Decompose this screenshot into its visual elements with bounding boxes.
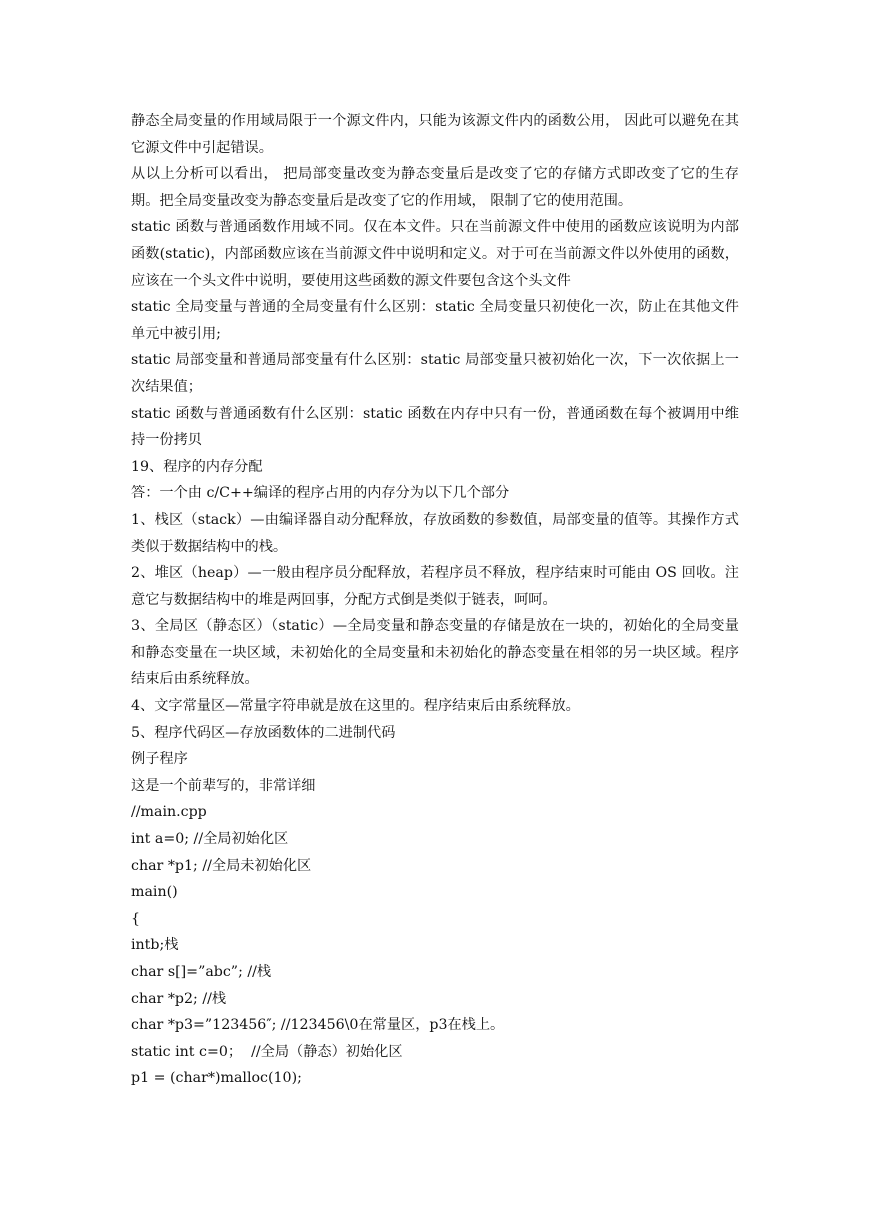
code-line: {: [131, 910, 141, 927]
code-line: char s[]=”abc”; //栈: [131, 964, 272, 980]
paragraph-answer-intro: 答：一个由 c/C++编译的程序占用的内存分为以下几个部分: [131, 485, 510, 502]
section-heading-memory-allocation: 19、程序的内存分配: [131, 458, 263, 475]
code-line: static int c=0； //全局（静态）初始化区: [131, 1043, 403, 1060]
code-line: main(): [131, 884, 178, 901]
code-line: p1 = (char*)malloc(10);: [131, 1070, 302, 1087]
document-body: [131, 108, 739, 1092]
paragraph-heap-area: 2、堆区（heap）—一般由程序员分配释放，若程序员不释放，程序结束时可能由 OS 回收。注意它与数据结构中的堆是两回事，分配方式倒是类似于链表，呵呵。: [131, 565, 739, 608]
paragraph-literal-constant-area: 4、文字常量区—常量字符串就是放在这里的。程序结束后由系统释放。: [131, 698, 580, 715]
code-line: char *p3=”123456″; //123456\0在常量区，p3在栈上。: [131, 1017, 505, 1034]
paragraph-analysis-summary: 从以上分析可以看出， 把局部变量改变为静态变量后是改变了它的存储方式即改变了它的生存期。把全局变量改变为静态变量后是改变了它的作用域， 限制了它的使用范围。: [131, 166, 739, 209]
code-line: int a=0; //全局初始化区: [131, 831, 289, 848]
paragraph-static-function-scope: static 函数与普通函数作用域不同。仅在本文件。只在当前源文件中使用的函数应该说明为内部函数(static)，内部函数应该在当前源文件中说明和定义。对于可在当前源文件以外使用的函数，应该在一个头文件中说明，要使用这些函数的源文件要包含这个头文件: [131, 219, 739, 289]
code-line: //main.cpp: [131, 804, 207, 821]
paragraph-example-heading: 例子程序: [131, 751, 188, 768]
paragraph-static-function-difference: static 函数与普通函数有什么区别：static 函数在内存中只有一份，普通函数在每个被调用中维持一份拷贝: [131, 405, 739, 449]
code-line: intb;栈: [131, 937, 179, 954]
paragraph-stack-area: 1、栈区（stack）—由编译器自动分配释放，存放函数的参数值，局部变量的值等。其操作方式类似于数据结构中的栈。: [131, 511, 739, 555]
paragraph-static-local-difference: static 局部变量和普通局部变量有什么区别：static 局部变量只被初始化一次，下一次依据上一次结果值；: [131, 352, 739, 395]
paragraph-code-area: 5、程序代码区—存放函数体的二进制代码: [131, 724, 396, 741]
paragraph-static-global-scope: 静态全局变量的作用域局限于一个源文件内，只能为该源文件内的函数公用， 因此可以避免在其它源文件中引起错误。: [131, 113, 739, 156]
paragraph-global-area: 3、全局区（静态区）（static）—全局变量和静态变量的存储是放在一块的，初始化的全局变量和静态变量在一块区域，未初始化的全局变量和未初始化的静态变量在相邻的另一块区域。程序结束后由系统释放。: [131, 618, 739, 688]
paragraph-example-note: 这是一个前辈写的，非常详细: [131, 777, 316, 794]
code-line: char *p1; //全局未初始化区: [131, 857, 312, 874]
paragraph-static-global-difference: static 全局变量与普通的全局变量有什么区别：static 全局变量只初使化一次，防止在其他文件单元中被引用;: [131, 299, 739, 342]
code-example: [131, 799, 739, 1092]
code-line: char *p2; //栈: [131, 990, 227, 1007]
